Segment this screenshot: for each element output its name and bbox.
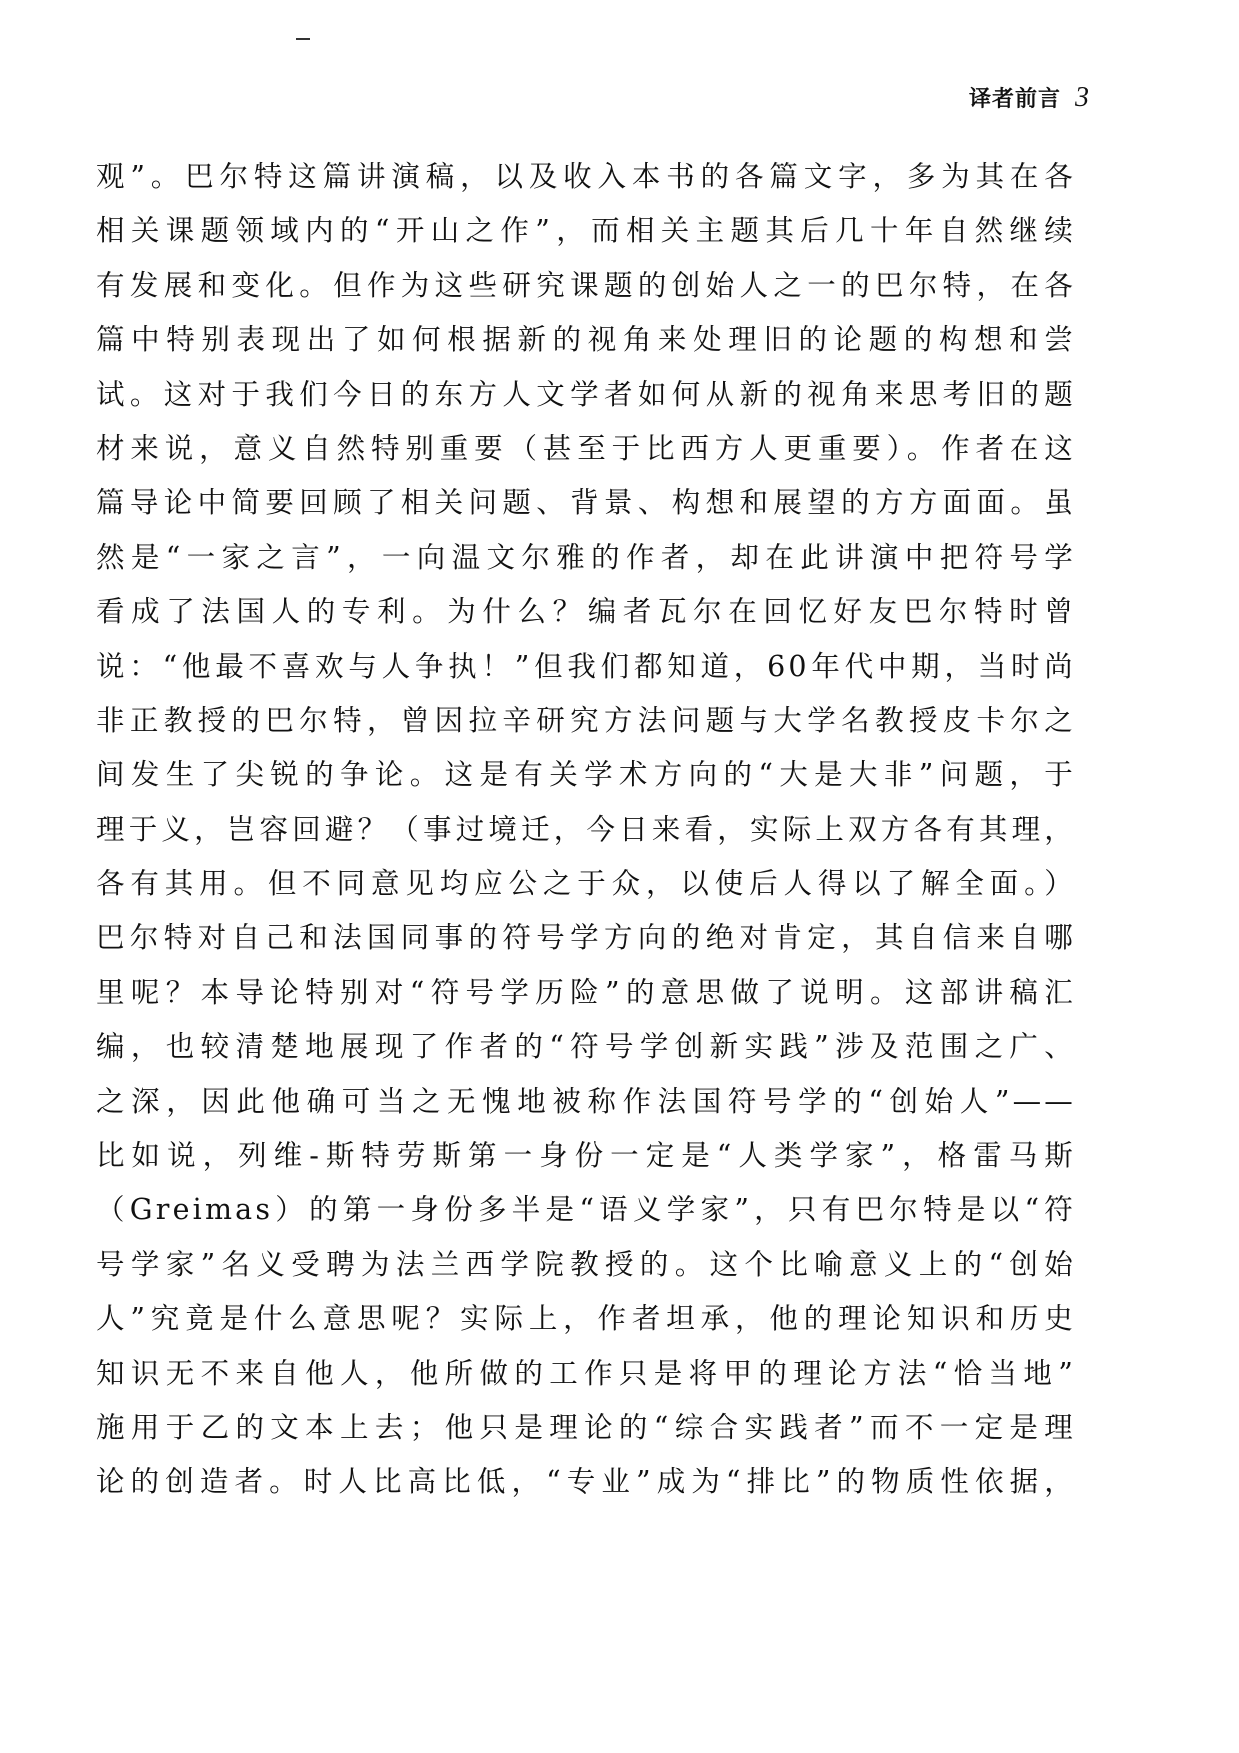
- text-line: 有发展和变化。但作为这些研究课题的创始人之一的巴尔特，在各: [96, 268, 1076, 302]
- scan-mark: [296, 38, 310, 40]
- text-line: 间发生了尖锐的争论。这是有关学术方向的“大是大非”问题，于: [96, 758, 1076, 792]
- text-line: 篇中特别表现出了如何根据新的视角来处理旧的论题的构想和尝: [96, 323, 1076, 357]
- text-line: 论的创造者。时人比高比低，“专业”成为“排比”的物质性依据，: [96, 1465, 1076, 1499]
- text-line: 非正教授的巴尔特，曾因拉辛研究方法问题与大学名教授皮卡尔之: [96, 703, 1076, 737]
- text-line: 人”究竟是什么意思呢？实际上，作者坦承，他的理论知识和历史: [96, 1302, 1076, 1336]
- running-header: [969, 82, 1089, 114]
- text-line: 施用于乙的文本上去；他只是理论的“综合实践者”而不一定是理: [96, 1410, 1076, 1444]
- text-line: 编，也较清楚地展现了作者的“符号学创新实践”涉及范围之广、: [96, 1030, 1076, 1064]
- text-line: 然是“一家之言”，一向温文尔雅的作者，却在此讲演中把符号学: [96, 540, 1076, 574]
- text-line: 看成了法国人的专利。为什么？编者瓦尔在回忆好友巴尔特时曾: [96, 595, 1076, 629]
- body-text: [96, 150, 1076, 1510]
- text-line: （Greimas）的第一身份多半是“语义学家”，只有巴尔特是以“符: [96, 1193, 1076, 1227]
- text-line: 篇导论中简要回顾了相关问题、背景、构想和展望的方方面面。虽: [96, 486, 1076, 520]
- text-line: 之深，因此他确可当之无愧地被称作法国符号学的“创始人”——: [96, 1084, 1076, 1118]
- text-line: 材来说，意义自然特别重要（甚至于比西方人更重要）。作者在这: [96, 431, 1076, 465]
- text-line: 各有其用。但不同意见均应公之于众，以使后人得以了解全面。）: [96, 867, 1076, 901]
- text-line: 知识无不来自他人，他所做的工作只是将甲的理论方法“恰当地”: [96, 1356, 1076, 1390]
- text-line: 说：“他最不喜欢与人争执！”但我们都知道，60年代中期，当时尚: [96, 649, 1076, 683]
- text-line: 试。这对于我们今日的东方人文学者如何从新的视角来思考旧的题: [96, 377, 1076, 411]
- text-line: 比如说，列维-斯特劳斯第一身份一定是“人类学家”，格雷马斯: [96, 1139, 1076, 1173]
- running-header-title: 译者前言: [968, 87, 1061, 112]
- page-number: 3: [1075, 82, 1089, 113]
- text-line: 理于义，岂容回避？（事过境迁，今日来看，实际上双方各有其理，: [96, 812, 1076, 846]
- text-line: 里呢？本导论特别对“符号学历险”的意思做了说明。这部讲稿汇: [96, 975, 1076, 1009]
- text-line: 巴尔特对自己和法国同事的符号学方向的绝对肯定，其自信来自哪: [96, 921, 1076, 955]
- text-line: 观”。巴尔特这篇讲演稿，以及收入本书的各篇文字，多为其在各: [96, 160, 1076, 193]
- text-line: 相关课题领域内的“开山之作”，而相关主题其后几十年自然继续: [96, 214, 1076, 248]
- text-line: 号学家”名义受聘为法兰西学院教授的。这个比喻意义上的“创始: [96, 1247, 1076, 1281]
